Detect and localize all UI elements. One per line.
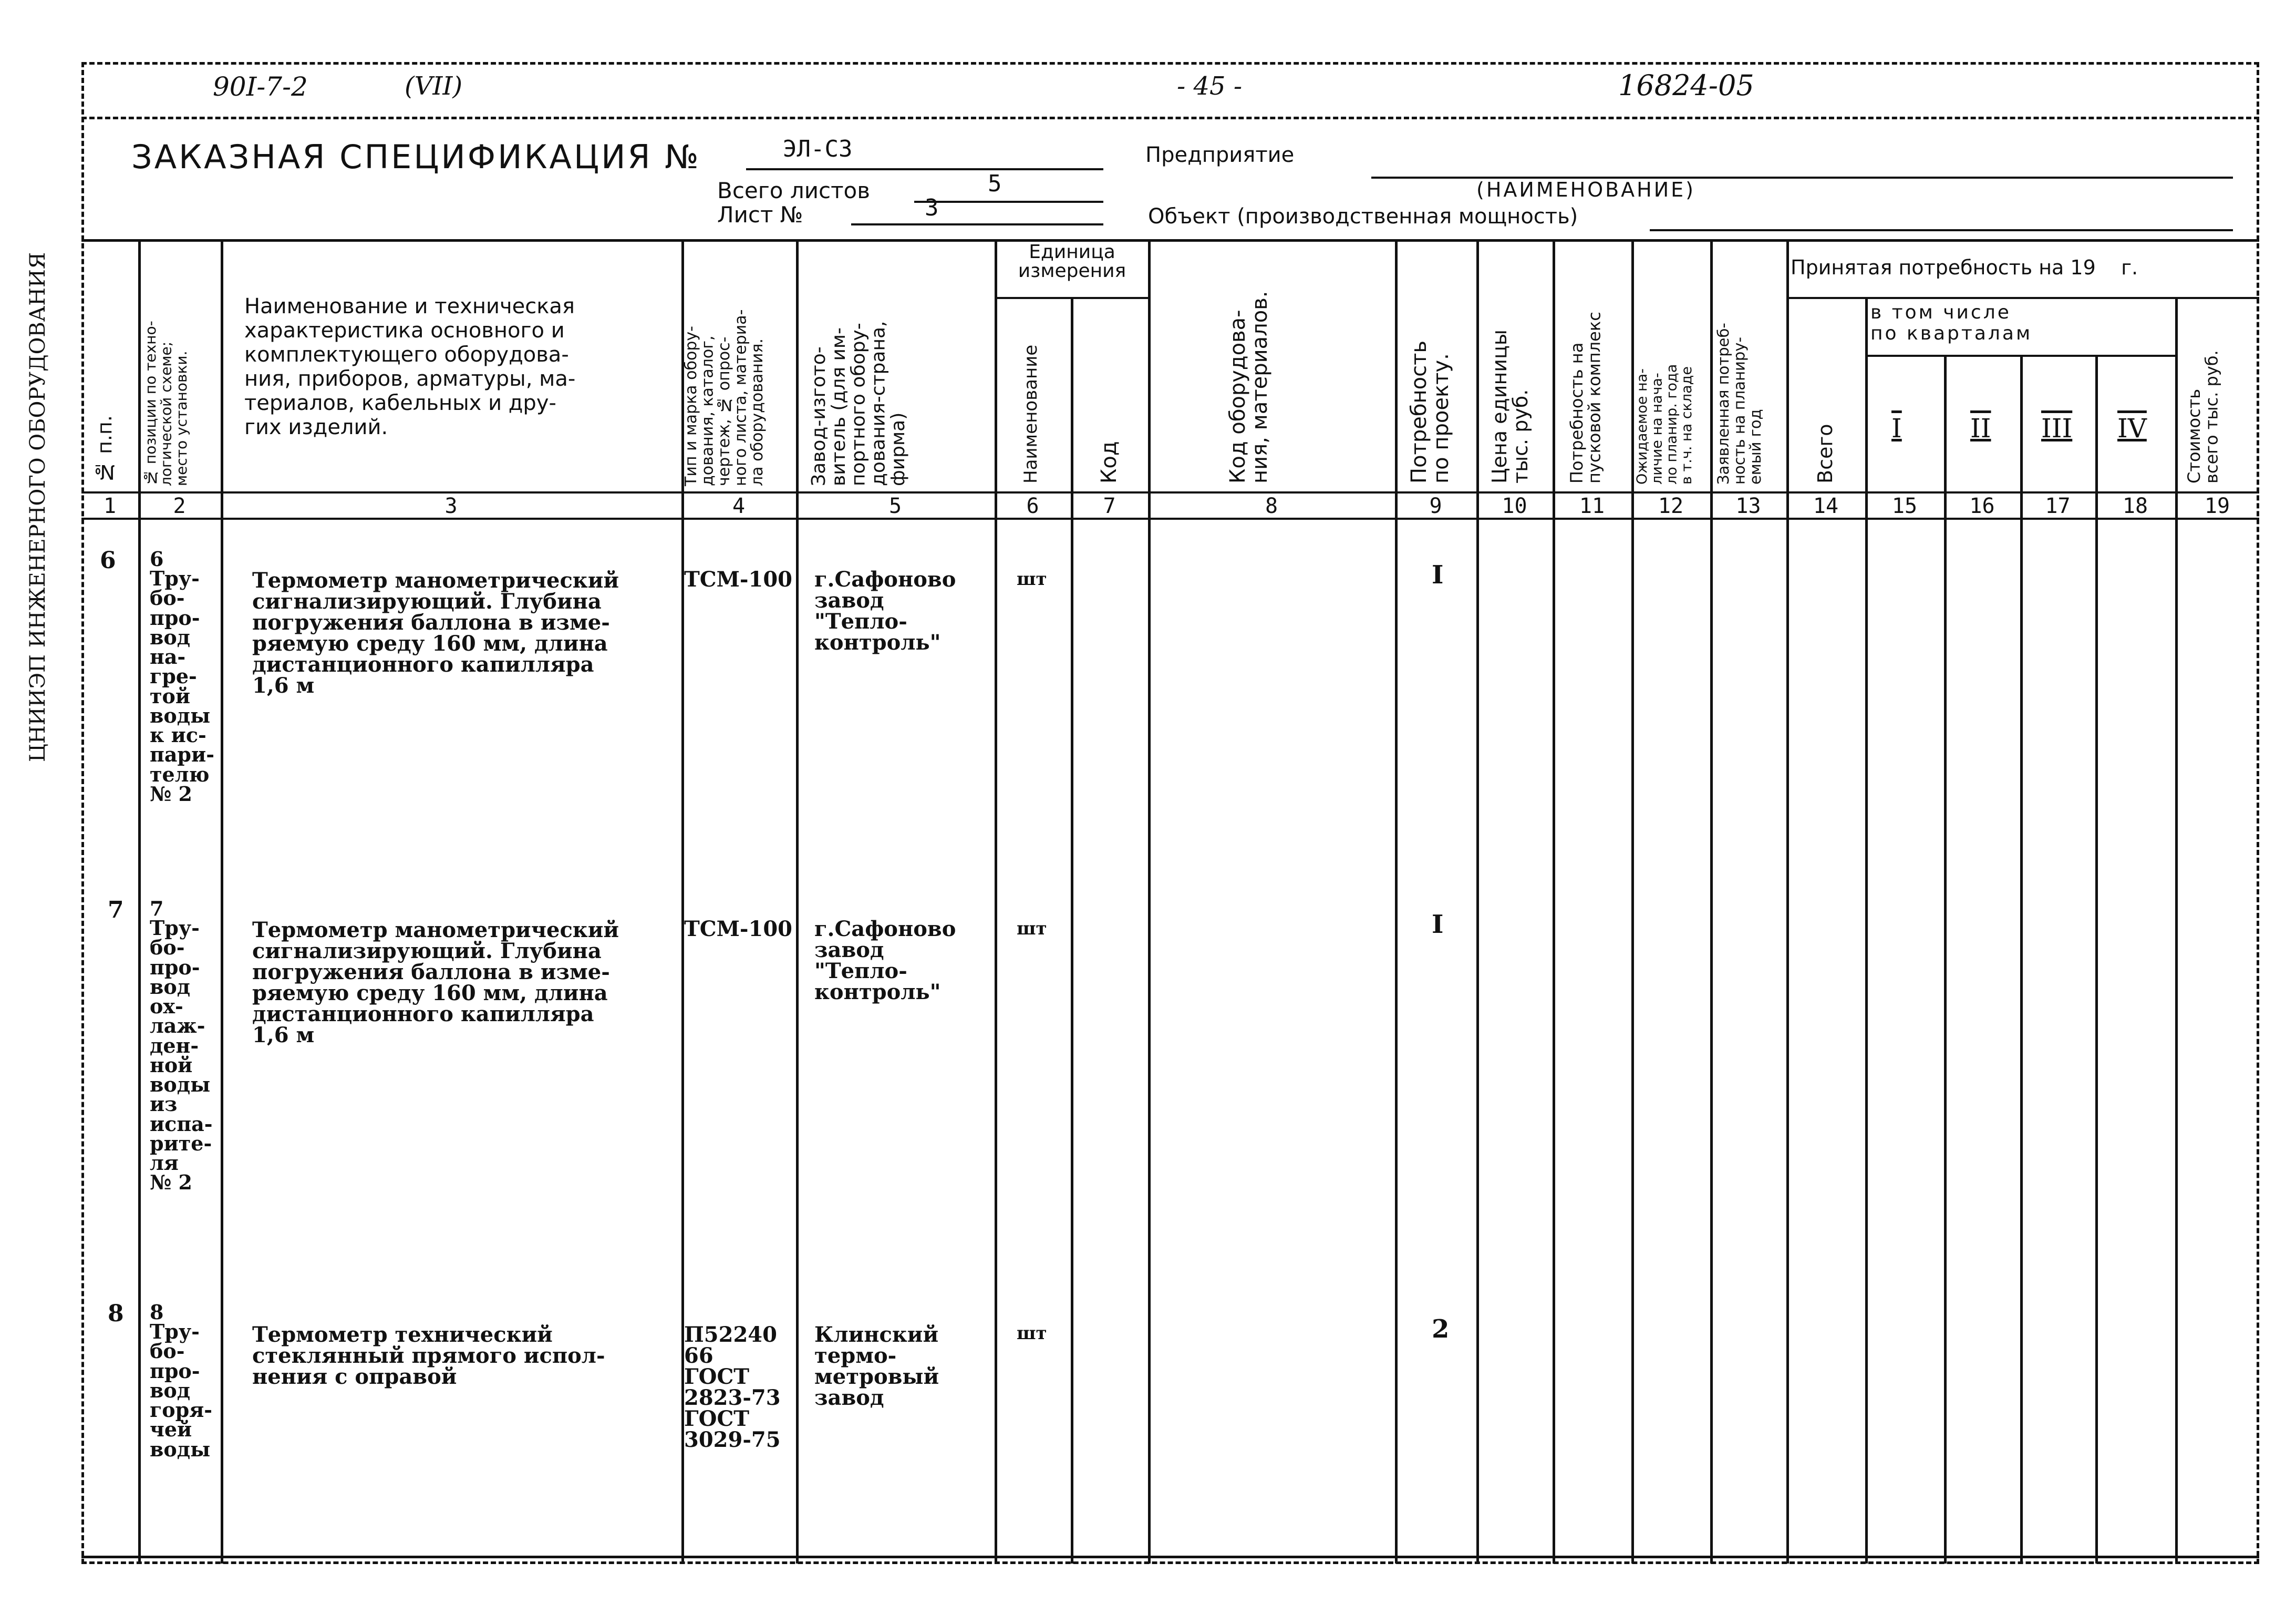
col-line-4 xyxy=(796,239,799,1564)
colnum-11: 11 xyxy=(1579,494,1605,518)
col-line-14 xyxy=(1865,297,1868,1564)
col-line-10 xyxy=(1553,239,1555,1564)
col4-header: Тип и марка обору- дования, каталог, чертеж, № опрос- ного листа, материа- ла оборудования. xyxy=(682,309,767,486)
row-6-maker: г.Сафоново завод "Тепло- контроль" xyxy=(814,567,956,655)
colnum-18: 18 xyxy=(2122,494,2148,518)
colnum-top-line xyxy=(81,491,2259,494)
row-7-type: ТСМ-100 xyxy=(684,917,792,941)
doc-code: 90I-7-2 xyxy=(213,71,308,102)
doc-number: 16824-05 xyxy=(1618,69,1754,102)
units-group-header: Единица измерения xyxy=(1018,241,1126,282)
col-line-7 xyxy=(1148,239,1151,1564)
row-6-qty: I xyxy=(1432,560,1444,590)
col-line-16 xyxy=(2020,355,2023,1564)
col8-header: Код оборудова- ния, материалов. xyxy=(1226,291,1272,484)
doc-volume: (VII) xyxy=(405,71,463,101)
enterprise-label: Предприятие xyxy=(1145,143,1295,167)
col-line-13 xyxy=(1786,239,1789,1564)
object-label: Объект (производственная мощность) xyxy=(1148,204,1578,229)
row-7-unit: шт xyxy=(1017,918,1047,939)
col9-header: Потребность по проекту. xyxy=(1407,340,1453,484)
col-line-9 xyxy=(1476,239,1479,1564)
col2-header: № позиции по техно- логической схеме; место установки. xyxy=(142,321,190,486)
spec-number-line xyxy=(746,168,1103,170)
col11-header: Потребность на пусковой комплекс xyxy=(1567,312,1605,484)
sheet-line xyxy=(851,223,1103,225)
table-top-line xyxy=(81,239,2259,242)
col19-header: Стоимость всего тыс. руб. xyxy=(2184,350,2222,484)
col13-header: Заявленная потреб- ность на планиру- емый год xyxy=(1714,323,1764,485)
col-line-5 xyxy=(995,239,997,1564)
col-line-18 xyxy=(2175,297,2178,1564)
colnum-10: 10 xyxy=(1502,494,1527,518)
col-line-17 xyxy=(2095,355,2098,1564)
col7-header: Код xyxy=(1097,441,1121,484)
colnum-7: 7 xyxy=(1103,494,1116,518)
colnum-6: 6 xyxy=(1026,494,1039,518)
name-note: (НАИМЕНОВАНИЕ) xyxy=(1476,178,1695,201)
col-line-1 xyxy=(138,239,141,1564)
colnum-13: 13 xyxy=(1735,494,1761,518)
colnum-16: 16 xyxy=(1969,494,1995,518)
row-8-type: П52240 66 ГОСТ 2823-73 ГОСТ 3029-75 xyxy=(684,1322,781,1452)
table-bottom-line xyxy=(81,1556,2259,1558)
row-6-position: 6 Тру- бо- про- вод на- гре- той воды к ис- пари- телю № 2 xyxy=(150,547,214,806)
quarter-4-header: IV xyxy=(2117,413,2147,444)
accepted-header: Принятая потребность на 19 г. xyxy=(1791,256,2138,279)
quarter-3-header: III xyxy=(2041,413,2073,444)
row-8-maker: Клинский термо- метровый завод xyxy=(814,1322,939,1410)
colnum-19: 19 xyxy=(2204,494,2230,518)
row-8-number: 8 xyxy=(108,1300,124,1327)
row-6-number: 6 xyxy=(100,547,116,574)
row-7-maker: г.Сафоново завод "Тепло- контроль" xyxy=(814,917,956,1004)
col6-header: Наименование xyxy=(1020,344,1041,484)
col-line-11 xyxy=(1631,239,1634,1564)
quarter-1-header: I xyxy=(1891,413,1902,444)
spec-title: ЗАКАЗНАЯ СПЕЦИФИКАЦИЯ № xyxy=(131,138,701,176)
colnum-17: 17 xyxy=(2045,494,2071,518)
accepted-sub-line xyxy=(1786,297,2259,299)
spec-number: ЭЛ-СЗ xyxy=(783,136,853,162)
colnum-9: 9 xyxy=(1429,494,1442,518)
sheet-label: Лист № xyxy=(717,202,803,228)
col5-header: Завод-изгото- витель (для им- портного обору- дования-страна, фирма) xyxy=(808,321,909,486)
row-6-type: ТСМ-100 xyxy=(684,567,792,592)
col12-header: Ожидаемое на- личие на нача- ло планир. года в т.ч. на складе xyxy=(1634,364,1695,485)
row-6-unit: шт xyxy=(1017,569,1047,590)
object-line xyxy=(1650,229,2233,231)
row-7-qty: I xyxy=(1432,910,1444,939)
sheet-value: 3 xyxy=(925,194,939,221)
row-7-number: 7 xyxy=(108,897,124,923)
col1-header: № п.п. xyxy=(93,415,116,484)
col-line-12 xyxy=(1710,239,1713,1564)
col10-header: Цена единицы тыс. руб. xyxy=(1488,330,1532,484)
col-line-6 xyxy=(1071,297,1073,1564)
units-sub-line xyxy=(995,297,1148,299)
colnum-1: 1 xyxy=(103,494,117,518)
row-6-name: Термометр манометрический сигнализирующий. Глубина погружения баллона в изме- ряемую среду 160 мм, длина дистанционного капилляра 1,6 м xyxy=(252,568,619,698)
colnum-5: 5 xyxy=(888,494,902,518)
colnum-14: 14 xyxy=(1813,494,1839,518)
colnum-4: 4 xyxy=(732,494,746,518)
header-divider xyxy=(81,117,2259,119)
colnum-3: 3 xyxy=(444,494,458,518)
colnum-8: 8 xyxy=(1265,494,1278,518)
col-line-2 xyxy=(221,239,223,1564)
row-8-name: Термометр технический стеклянный прямого испол- нения с оправой xyxy=(252,1322,605,1389)
row-8-qty: 2 xyxy=(1432,1314,1450,1344)
quarters-sub-line xyxy=(1865,355,2175,357)
col-line-8 xyxy=(1395,239,1398,1564)
colnum-2: 2 xyxy=(173,494,186,518)
page-number: - 45 - xyxy=(1177,71,1243,101)
row-7-position: 7 Тру- бо- про- вод ох- лаж- ден- ной воды из испа- рите- ля № 2 xyxy=(150,897,213,1195)
quarters-group-header: в том числе по кварталам xyxy=(1870,302,2033,344)
row-7-name: Термометр манометрический сигнализирующий. Глубина погружения баллона в изме- ряемую среду 160 мм, длина дистанционного капилляра 1,6 м xyxy=(252,918,619,1047)
col3-header: Наименование и техническая характеристика основного и комплектующего оборудова- ния, приборов, арматуры, ма- териалов, кабельных и дру- гих изделий. xyxy=(244,294,576,439)
row-8-position: 8 Тру- бо- про- вод горя- чей воды xyxy=(150,1300,213,1461)
total-sheets-line xyxy=(914,201,1103,203)
total-sheets-label: Всего листов xyxy=(717,178,871,203)
row-8-unit: шт xyxy=(1017,1323,1047,1344)
colnum-12: 12 xyxy=(1658,494,1684,518)
colnum-15: 15 xyxy=(1891,494,1918,518)
quarter-2-header: II xyxy=(1970,413,1991,444)
col14-header: Всего xyxy=(1814,424,1837,484)
col-line-15 xyxy=(1944,355,1947,1564)
total-sheets-value: 5 xyxy=(988,170,1002,197)
side-label: ЦНИИЭП ИНЖЕНЕРНОГО ОБОРУДОВАНИЯ xyxy=(26,252,50,762)
